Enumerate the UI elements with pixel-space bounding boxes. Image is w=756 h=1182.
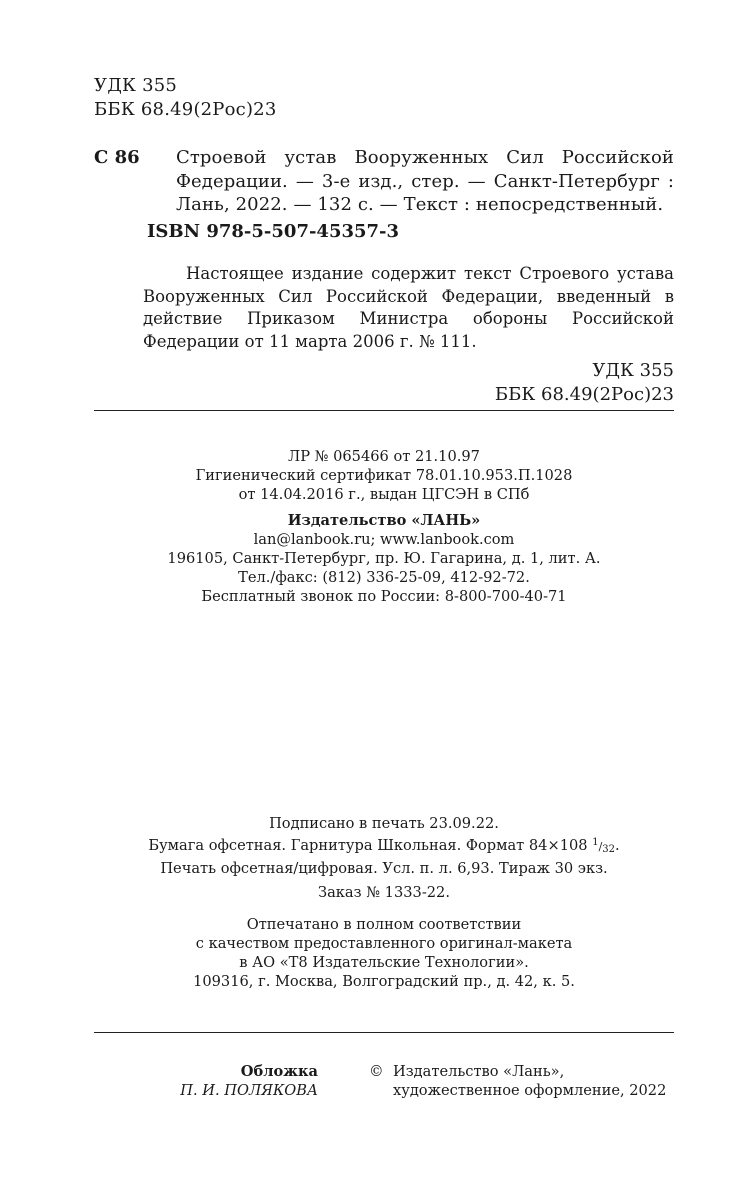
- publisher-phone: Тел./факс: (812) 336-25-09, 412-92-72.: [238, 569, 530, 586]
- print-details: [94, 814, 674, 878]
- format-numerator: 1: [592, 837, 599, 848]
- bibliographic-description: Строевой устав Вооруженных Сил Российской Федерации. — 3-е изд., стер. — Санкт-Петербург : Лань, 2022. — 132 с. — Текст : непосредственный.: [176, 147, 674, 215]
- certificate-issued: от 14.04.2016 г., выдан ЦГСЭН в СПб: [238, 486, 530, 503]
- print-type: Печать офсетная/цифровая. Усл. п. л. 6,93. Тираж 30 экз.: [160, 860, 608, 877]
- publisher-info: [94, 511, 674, 606]
- order-number: Заказ № 1333-22.: [318, 884, 450, 901]
- divider-top: [94, 410, 674, 411]
- bbk-code: ББК 68.49(2Рос)23: [94, 99, 277, 120]
- copyright-symbol: ©: [369, 1063, 384, 1080]
- printer-line-1: Отпечатано в полном соответствии: [246, 916, 522, 933]
- license-info: [94, 447, 674, 504]
- author-sign: С 86: [94, 147, 140, 168]
- format-fraction: $^1/_{32}$: [592, 837, 616, 855]
- publisher-address: 196105, Санкт-Петербург, пр. Ю. Гагарина, д. 1, лит. А.: [167, 550, 601, 567]
- bibliographic-entry: [94, 146, 674, 217]
- isbn: ISBN 978-5-507-45357-3: [147, 221, 400, 242]
- signed-to-print: Подписано в печать 23.09.22.: [269, 815, 499, 832]
- printer-line-4: 109316, г. Москва, Волгоградский пр., д. 42, к. 5.: [193, 973, 575, 990]
- publisher-name: Издательство «ЛАНЬ»: [287, 512, 481, 529]
- printer-line-2: с качеством предоставленного оригинал-макета: [195, 935, 573, 952]
- divider-bottom: [94, 1032, 674, 1033]
- annotation: Настоящее издание содержит текст Строевого устава Вооруженных Сил Российской Федерации, введенный в действие Приказом Министра обороны Российской Федерации от 11 марта 2006 г. № 111.: [143, 264, 674, 351]
- cover-author: П. И. ПОЛЯКОВА: [180, 1082, 318, 1099]
- copyright-text: [393, 1062, 666, 1100]
- format-denominator: 32: [602, 844, 616, 855]
- imprint-page: [94, 0, 674, 1182]
- format-suffix: .: [615, 837, 620, 854]
- publisher-hotline: Бесплатный звонок по России: 8-800-700-40-71: [201, 588, 567, 605]
- cover-label: Обложка: [240, 1063, 318, 1080]
- paper-format-text: Бумага офсетная. Гарнитура Школьная. Формат 84×108: [148, 837, 588, 854]
- copyright-line-1: Издательство «Лань»,: [393, 1063, 565, 1080]
- classification-bottom: [495, 359, 674, 407]
- printer-info: [94, 915, 674, 991]
- udk-code-bottom: УДК 355: [592, 360, 674, 381]
- classification-top: [94, 74, 276, 122]
- printer-line-3: в АО «Т8 Издательские Технологии».: [239, 954, 529, 971]
- license-number: ЛР № 065466 от 21.10.97: [288, 448, 480, 465]
- udk-code: УДК 355: [94, 75, 178, 96]
- hygiene-certificate: Гигиенический сертификат 78.01.10.953.П.1028: [195, 467, 573, 484]
- publisher-contacts: lan@lanbook.ru; www.lanbook.com: [253, 531, 515, 548]
- copyright-line-2: художественное оформление, 2022: [393, 1082, 667, 1099]
- cover-credit: [94, 1062, 318, 1100]
- bbk-code-bottom: ББК 68.49(2Рос)23: [494, 384, 674, 405]
- paper-format: [94, 833, 674, 859]
